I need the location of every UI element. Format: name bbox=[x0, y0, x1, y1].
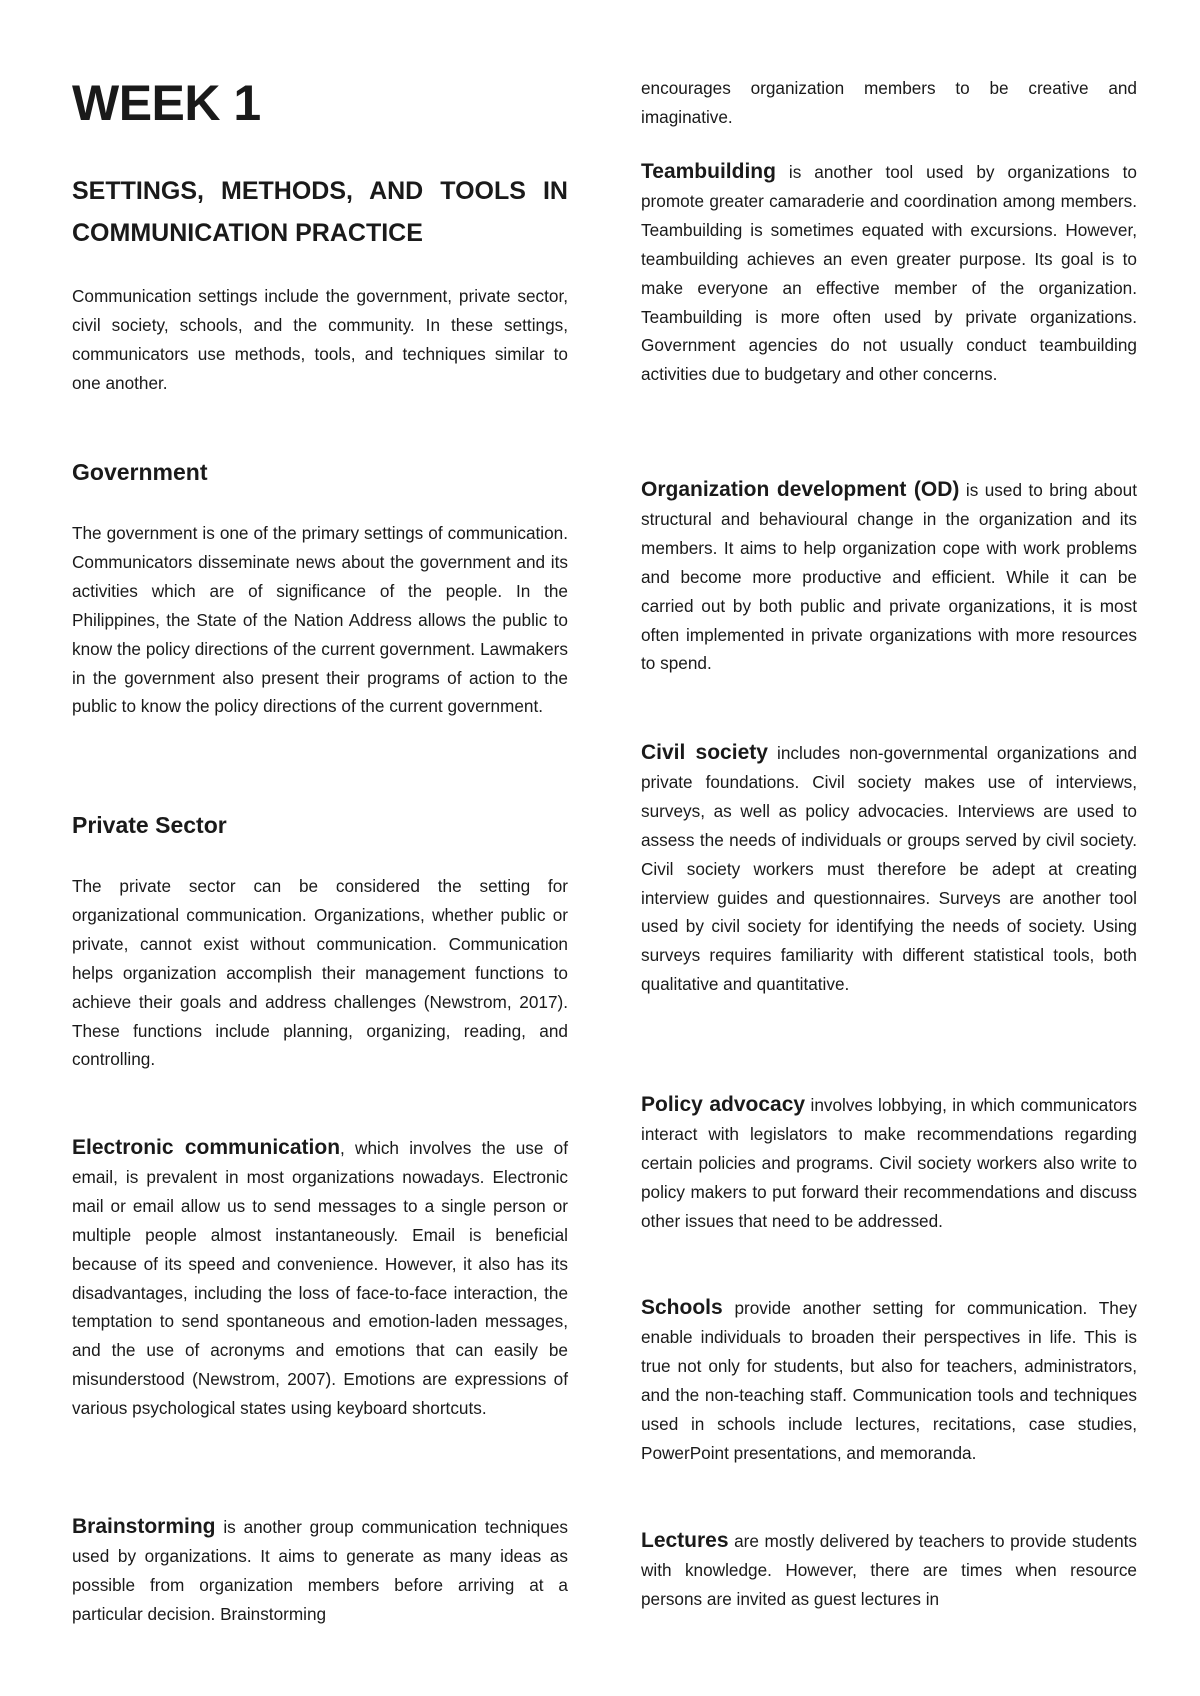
policy-advocacy-text: involves lobbying, in which communicators interact with legislators to make recommendations regarding certain policies and programs. Civil society workers also write to policy makers to put forward their recommendations and discuss other issues that need to be addressed. bbox=[641, 1095, 1137, 1231]
organization-development-paragraph bbox=[641, 476, 1137, 678]
brainstorming-term: Brainstorming bbox=[72, 1515, 216, 1538]
government-paragraph: The government is one of the primary settings of communication. Communicators disseminate news about the government and its activities which are of significance of the people. In the Philippines, the State of the Nation Address allows the public to know the policy directions of the current government. Lawmakers in the government also present their programs of action to the public to know the policy directions of the current government. bbox=[72, 523, 568, 717]
organization-development-term: Organization development (OD) bbox=[641, 478, 960, 501]
brainstorming-paragraph bbox=[72, 1513, 568, 1629]
teambuilding-paragraph bbox=[641, 158, 1137, 389]
government-heading: Government bbox=[72, 459, 208, 485]
schools-text: provide another setting for communication. They enable individuals to broaden their perspectives in life. This is true not only for students, but also for teachers, administrators, and the non-teaching staff. Communication tools and techniques used in schools include lectures, recitations, case studies, PowerPoint presentations, and memoranda. bbox=[641, 1298, 1137, 1463]
electronic-communication-paragraph bbox=[72, 1134, 568, 1423]
lectures-term: Lectures bbox=[641, 1529, 729, 1552]
private-sector-heading: Private Sector bbox=[72, 812, 227, 838]
civil-society-term: Civil society bbox=[641, 741, 768, 764]
civil-society-text: includes non-governmental organizations and private foundations. Civil society makes use of interviews, surveys, as well as policy advocacies. Interviews are used to assess the needs of individuals or groups served by civil society. Civil society workers must therefore be adept at creating interview guides and questionnaires. Surveys are another tool used by civil society for identifying the needs of society. Using surveys requires familiarity with different statistical tools, both qualitative and quantitative. bbox=[641, 743, 1137, 995]
brainstorming-continuation: encourages organization members to be creative and imaginative. bbox=[641, 78, 1137, 127]
schools-term: Schools bbox=[641, 1296, 723, 1319]
electronic-communication-term: Electronic communication bbox=[72, 1136, 341, 1159]
lectures-text: are mostly delivered by teachers to provide students with knowledge. However, there are times when resource persons are invited as guest lectures in bbox=[641, 1531, 1137, 1609]
organization-development-text: is used to bring about structural and behavioural change in the organization and its members. It aims to help organization cope with work problems and become more productive and efficient. While it can be carried out by both public and private organizations, it is most often implemented in private organizations with more resources to spend. bbox=[641, 480, 1137, 674]
private-sector-paragraph: The private sector can be considered the setting for organizational communication. Organizations, whether public or private, cannot exist without communication. Communication helps organization accomplish their management functions to achieve their goals and address challenges (Newstrom, 2017). These functions include planning, organizing, reading, and controlling. bbox=[72, 876, 568, 1070]
policy-advocacy-term: Policy advocacy bbox=[641, 1093, 806, 1116]
schools-paragraph bbox=[641, 1294, 1137, 1467]
main-title: SETTINGS, METHODS, AND TOOLS IN COMMUNICATION PRACTICE bbox=[72, 177, 568, 247]
brainstorming-text: is another group communication techniques used by organizations. It aims to generate as many ideas as possible from organization members before arriving at a particular decision. Brainstorming bbox=[72, 1517, 568, 1624]
intro-paragraph: Communication settings include the government, private sector, civil society, schools, and the community. In these settings, communicators use methods, tools, and techniques similar to one another. bbox=[72, 286, 568, 393]
policy-advocacy-paragraph bbox=[641, 1091, 1137, 1236]
lectures-paragraph bbox=[641, 1527, 1137, 1614]
teambuilding-text: is another tool used by organizations to promote greater camaraderie and coordination among members. Teambuilding is sometimes equated with excursions. However, teambuilding achieves an even greater purpose. Its goal is to make everyone an effective member of the organization. Teambuilding is more often used by private organizations. Government agencies do not usually conduct teambuilding activities due to budgetary and other concerns. bbox=[641, 162, 1137, 385]
civil-society-paragraph bbox=[641, 739, 1137, 999]
teambuilding-term: Teambuilding bbox=[641, 160, 776, 183]
week-title: WEEK 1 bbox=[72, 75, 261, 131]
electronic-communication-text: , which involves the use of email, is prevalent in most organizations nowadays. Electronic mail or email allow us to send messages to a single person or multiple people almost instantaneously. Email is beneficial because of its speed and convenience. However, it also has its disadvantages, including the loss of face-to-face interaction, the temptation to send spontaneous and emotion-laden messages, and the use of acronyms and emotions that can easily be misunderstood (Newstrom, 2007). Emotions are expressions of various psychological states using keyboard shortcuts. bbox=[72, 1138, 568, 1419]
